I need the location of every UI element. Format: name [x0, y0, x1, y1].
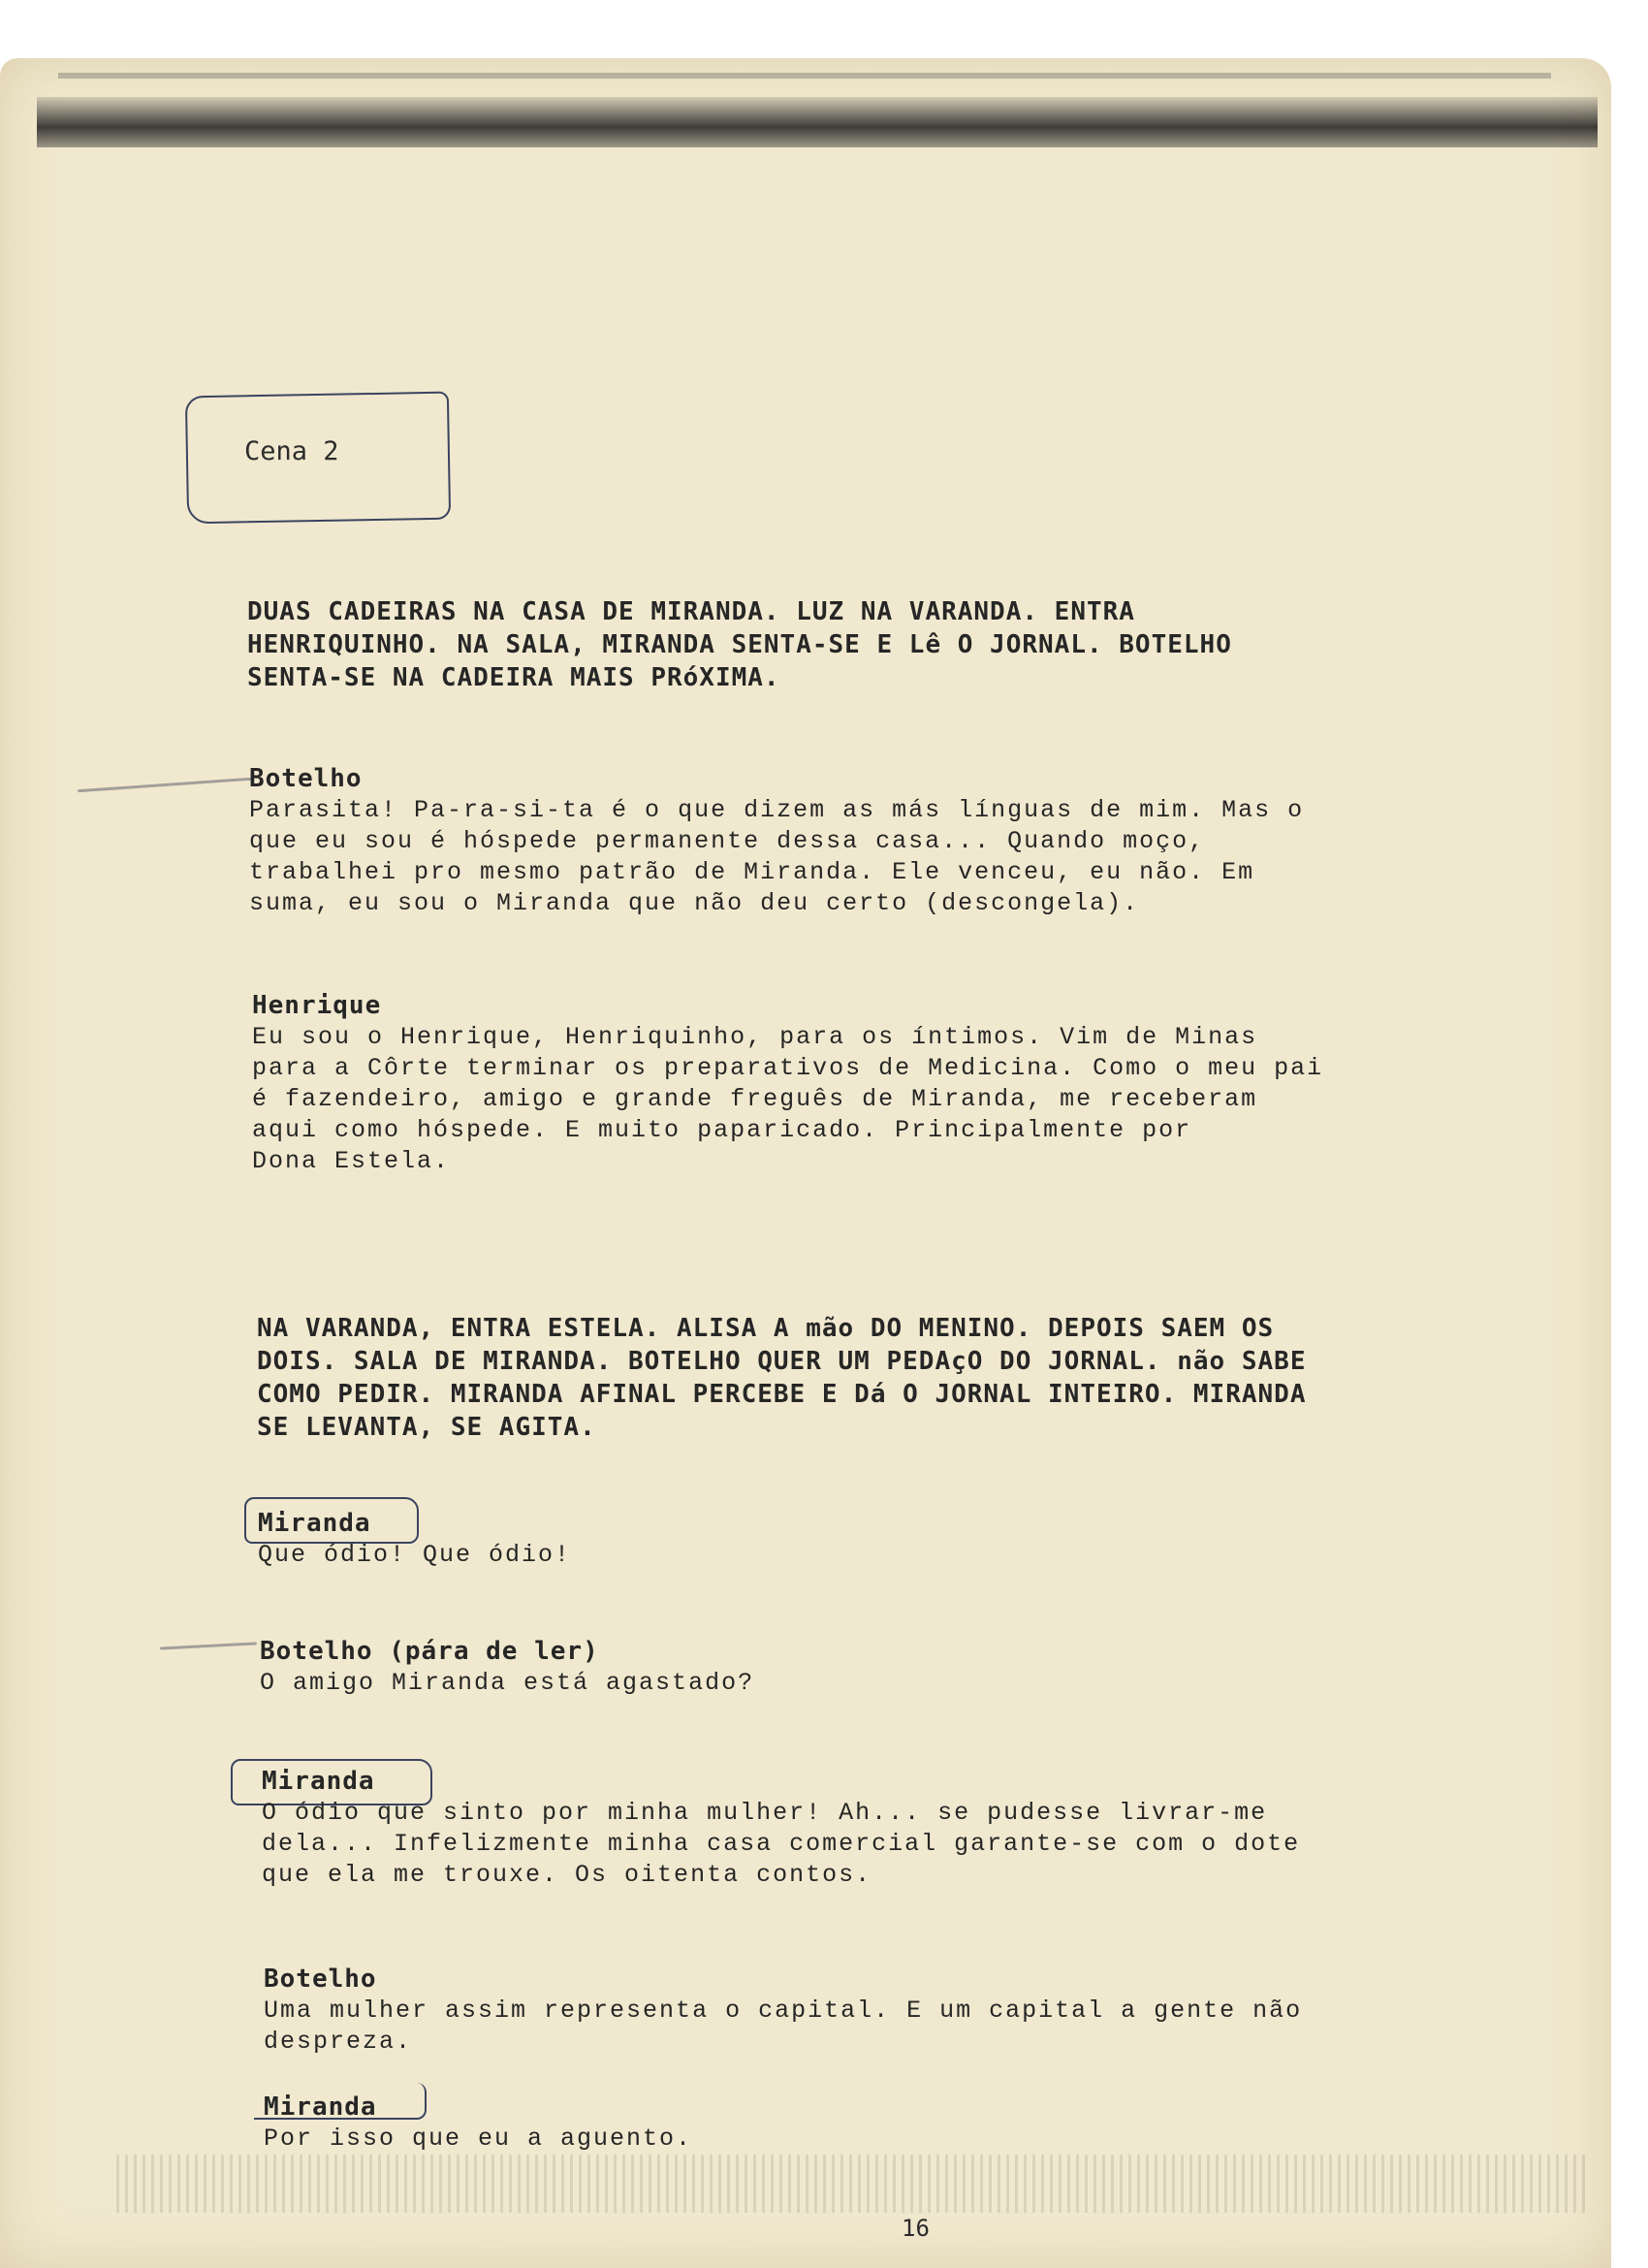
speech-line: dela... Infelizmente minha casa comercial garante-se com o dote	[262, 1830, 1301, 1858]
speech-line: Dona Estela.	[252, 1147, 451, 1175]
stage-line: DOIS. SALA DE MIRANDA. BOTELHO QUER UM PEDAçO DO JORNAL. não SABE	[257, 1347, 1307, 1376]
stage-line: DUAS CADEIRAS NA CASA DE MIRANDA. LUZ NA VARANDA. ENTRA	[247, 597, 1135, 626]
speaker-name: Henrique	[252, 991, 382, 1020]
speech-line: suma, eu sou o Miranda que não deu certo (descongela).	[249, 889, 1140, 917]
speaker-name: Miranda	[264, 2092, 377, 2122]
page-number: 16	[902, 2215, 930, 2242]
stage-line: HENRIQUINHO. NA SALA, MIRANDA SENTA-SE E Lê O JORNAL. BOTELHO	[247, 630, 1232, 659]
speech-line: Parasita! Pa-ra-si-ta é o que dizem as más línguas de mim. Mas o	[249, 796, 1305, 824]
speech-line: que eu sou é hóspede permanente dessa casa... Quando moço,	[249, 827, 1206, 855]
scan-artifact-bar	[37, 97, 1598, 147]
speaker-name: Botelho	[249, 764, 363, 793]
dialogue-henrique	[252, 989, 1517, 1177]
speaker-name: Miranda	[258, 1509, 371, 1538]
speech-line: é fazendeiro, amigo e grande freguês de Miranda, me receberam	[252, 1085, 1258, 1113]
scan-artifact-bottom	[116, 2155, 1590, 2213]
speech-line: aqui como hóspede. E muito paparicado. Principalmente por	[252, 1116, 1192, 1144]
dialogue-botelho-1	[249, 762, 1514, 919]
scene-label: Cena 2	[244, 436, 339, 466]
speech-line: O amigo Miranda está agastado?	[260, 1669, 755, 1697]
speaker-name: Miranda	[262, 1767, 375, 1796]
stage-line: COMO PEDIR. MIRANDA AFINAL PERCEBE E Dá O JORNAL INTEIRO. MIRANDA	[257, 1380, 1307, 1409]
speech-line: trabalhei pro mesmo patrão de Miranda. Ele venceu, eu não. Em	[249, 858, 1255, 886]
speaker-name: Botelho	[264, 1965, 377, 1994]
stage-line: SE LEVANTA, SE AGITA.	[257, 1413, 596, 1442]
speech-line: Que ódio! Que ódio!	[258, 1541, 572, 1569]
scan-artifact-line	[58, 73, 1551, 79]
stage-direction-1	[247, 595, 1512, 694]
speech-line: Uma mulher assim representa o capital. E um capital a gente não	[264, 1996, 1303, 2025]
speaker-name: Botelho (pára de ler)	[260, 1637, 599, 1666]
stage-line: SENTA-SE NA CADEIRA MAIS PRóXIMA.	[247, 663, 780, 692]
speech-line: que ela me trouxe. Os oitenta contos.	[262, 1861, 872, 1889]
dialogue-botelho-2	[260, 1635, 1525, 1699]
stage-line: NA VARANDA, ENTRA ESTELA. ALISA A mão DO MENINO. DEPOIS SAEM OS	[257, 1314, 1275, 1343]
stage-direction-2	[257, 1312, 1522, 1444]
speech-line: O ódio que sinto por minha mulher! Ah... se pudesse livrar-me	[262, 1799, 1268, 1827]
speech-line: despreza.	[264, 2028, 413, 2056]
speech-line: para a Côrte terminar os preparativos de Medicina. Como o meu pai	[252, 1054, 1324, 1082]
speech-line: Por isso que eu a aguento.	[264, 2124, 693, 2153]
dialogue-miranda-3	[264, 2091, 1529, 2155]
dialogue-botelho-3	[264, 1963, 1529, 2058]
dialogue-miranda-2	[262, 1765, 1527, 1891]
dialogue-miranda-1	[258, 1507, 1523, 1571]
speech-line: Eu sou o Henrique, Henriquinho, para os íntimos. Vim de Minas	[252, 1023, 1258, 1051]
